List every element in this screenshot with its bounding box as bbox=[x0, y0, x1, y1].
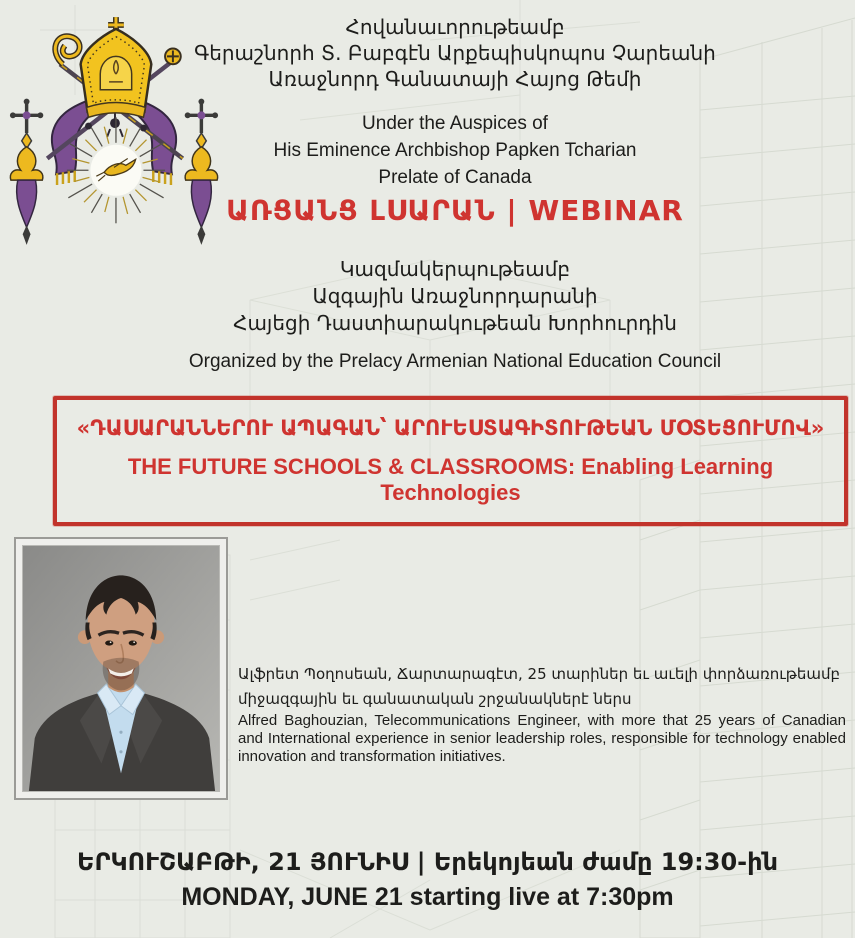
organizer-armenian-line: Հայեցի Դաստիարակութեան Խորհուրդին bbox=[233, 311, 677, 335]
organizer-english: Organized by the Prelacy Armenian National Education Council bbox=[188, 351, 722, 372]
speaker-bio-armenian: Ալֆրետ Պօղոսեան, Ճարտարագէտ, 25 տարիներ եւ աւելի փորձառութեամբ միջազգային եւ գանատական շրջանակներէ ներս bbox=[238, 665, 841, 708]
schedule bbox=[0, 845, 855, 915]
patronage-english-line: Prelate of Canada bbox=[378, 167, 532, 188]
schedule-armenian: ԵՐԿՈՒՇԱԲԹԻ, 21 ՅՈՒՆԻՍ | Երեկոյեան ժամը 19:30-ին bbox=[77, 848, 778, 876]
speaker-bio-english: Alfred Baghouzian, Telecommunications Engineer, with more that 25 years of Canadian and International experience in senior leadership roles, responsible for technology enabled innovation and transformation initiatives. bbox=[238, 712, 846, 765]
schedule-english: MONDAY, JUNE 21 starting live at 7:30pm bbox=[181, 883, 674, 911]
webinar-heading: ԱՌՑԱՆՑ ԼՍԱՐԱՆ | WEBINAR bbox=[226, 194, 684, 227]
event-title-armenian: «ԴԱՍԱՐԱՆՆԵՐՈՒ ԱՊԱԳԱՆ՝ ԱՐՈՒԵՍՏԱԳԻՏՈՒԹԵԱՆ ՄՕՏԵՑՈՒՄՈՎ» bbox=[76, 416, 825, 440]
organizer-armenian-line: Կազմակերպութեամբ bbox=[339, 257, 571, 281]
organizer-armenian bbox=[55, 256, 855, 337]
speaker-portrait-illustration bbox=[23, 546, 219, 791]
speaker-bio bbox=[238, 662, 846, 766]
event-title-box bbox=[53, 396, 848, 526]
patronage-armenian-line: Հովանաւորութեամբ bbox=[345, 15, 565, 39]
patronage-english bbox=[55, 110, 855, 191]
patronage-english-line: Under the Auspices of bbox=[362, 113, 548, 134]
event-title-english: THE FUTURE SCHOOLS & CLASSROOMS: Enabling Learning Technologies bbox=[127, 454, 774, 505]
patronage-english-line: His Eminence Archbishop Papken Tcharian bbox=[273, 140, 637, 161]
patronage-armenian-line: Գերաշնորհ Տ. Բաբգէն Արքեպիսկոպոս Չարեանի bbox=[194, 41, 716, 65]
patronage-armenian-line: Առաջնորդ Գանատայի Հայոց Թեմի bbox=[268, 67, 642, 91]
patronage-armenian bbox=[55, 14, 855, 92]
speaker-photo bbox=[14, 537, 228, 800]
organizer-armenian-line: Ազգային Առաջնորդարանի bbox=[312, 284, 598, 308]
